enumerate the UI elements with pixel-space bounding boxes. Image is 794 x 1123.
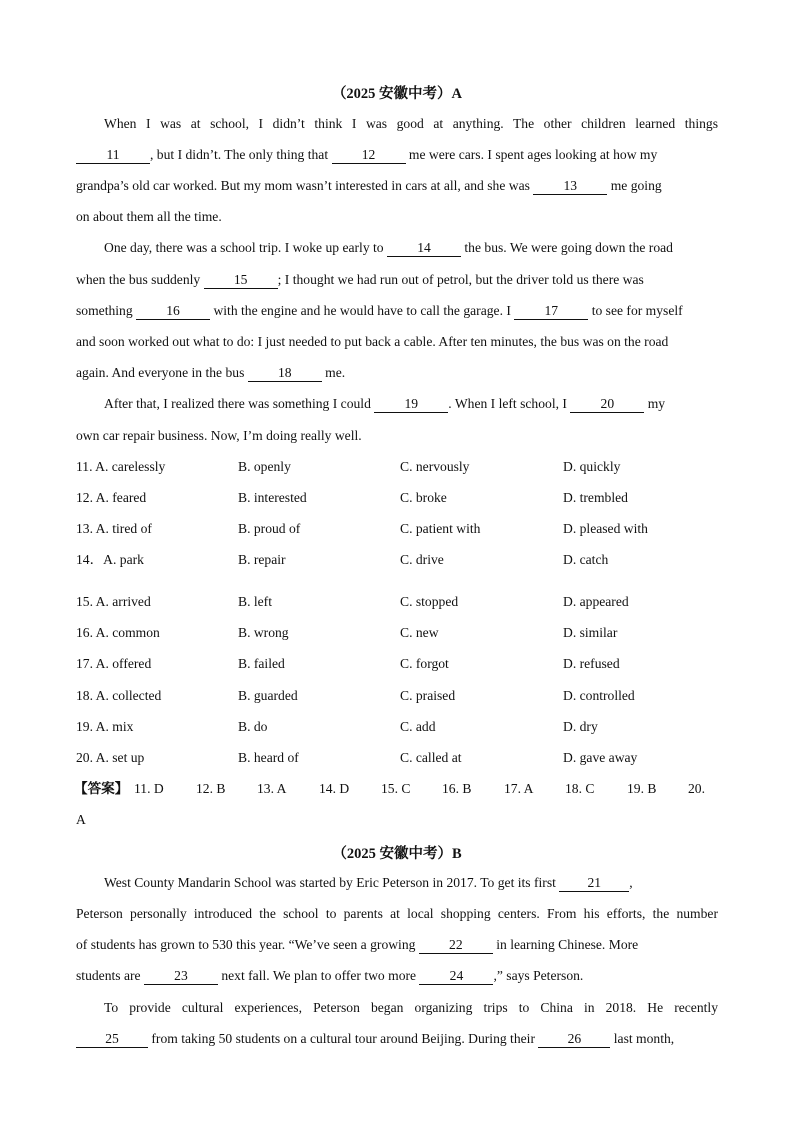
passage-line — [76, 998, 718, 1018]
passage-text: again. And everyone in the bus — [76, 365, 248, 380]
option-row — [76, 488, 718, 508]
answer-wrap — [76, 810, 718, 830]
option-row — [76, 654, 718, 674]
option-c: C. praised — [400, 688, 456, 703]
option-c: C. called at — [400, 750, 462, 765]
passage-line — [76, 363, 718, 383]
option-c: C. forgot — [400, 656, 449, 671]
passage-text: to see for myself — [588, 303, 683, 318]
passage-line — [76, 873, 718, 893]
option-d: D. dry — [563, 719, 598, 734]
option-d: D. gave away — [563, 750, 638, 765]
option-d: D. refused — [563, 656, 620, 671]
option-c: C. broke — [400, 490, 447, 505]
answer-item: 14. D — [319, 781, 350, 796]
blank-11: 11 — [76, 147, 150, 164]
passage-line — [76, 176, 718, 196]
passage-text: me were cars. I spent ages looking at how my — [405, 147, 658, 162]
blank-13: 13 — [533, 178, 607, 195]
option-c: C. new — [400, 625, 439, 640]
blank-23: 23 — [144, 968, 218, 985]
passage-text: the bus. We were going down the road — [461, 240, 673, 255]
passage-text: . When I left school, I — [448, 396, 571, 411]
option-d: D. catch — [563, 552, 609, 567]
passage-text: and soon worked out what to do: I just needed to put back a cable. After ten minutes, the bus was on the road — [76, 334, 669, 349]
option-b: B. interested — [238, 490, 307, 505]
passage-text: students are — [76, 968, 144, 983]
option-d: D. quickly — [563, 459, 621, 474]
option-d: D. pleased with — [563, 521, 648, 536]
section-a-title: （2025 安徽中考）A — [331, 86, 463, 102]
passage-line — [76, 238, 718, 258]
option-d: D. appeared — [563, 594, 629, 609]
option-a: 18. A. collected — [76, 688, 162, 703]
passage-text: something — [76, 303, 137, 318]
passage-text: grandpa’s old car worked. But my mom wasn’t interested in cars at all, and she was — [76, 178, 534, 193]
passage-line — [76, 332, 718, 352]
answer-item: 19. B — [627, 781, 657, 796]
blank-20: 20 — [570, 396, 644, 413]
passage-text: from taking 50 students on a cultural tour around Beijing. During their — [148, 1031, 539, 1046]
option-row — [76, 686, 718, 706]
blank-14: 14 — [387, 240, 461, 257]
passage-text: of students has grown to 530 this year. “We’ve seen a growing — [76, 937, 419, 952]
passage-line — [76, 301, 718, 321]
passage-text: , — [629, 875, 633, 890]
passage-line — [76, 966, 718, 986]
option-c: C. nervously — [400, 459, 470, 474]
option-c: C. drive — [400, 552, 444, 567]
answer-item: 13. A — [257, 781, 287, 796]
blank-17: 17 — [514, 303, 588, 320]
option-d: D. similar — [563, 625, 618, 640]
passage-text: own car repair business. Now, I’m doing really well. — [76, 428, 362, 443]
passage-text: my — [644, 396, 666, 411]
passage-text: last month, — [610, 1031, 675, 1046]
option-row — [76, 748, 718, 768]
passage-text: One day, there was a school trip. I woke up early to — [104, 240, 387, 255]
passage-text: in learning Chinese. More — [492, 937, 639, 952]
option-a: 16. A. common — [76, 625, 160, 640]
blank-21: 21 — [559, 875, 629, 892]
option-a: 13. A. tired of — [76, 521, 152, 536]
passage-text: Peterson personally introduced the school to parents at local shopping centers. From his efforts, the number — [76, 906, 718, 921]
passage-line — [76, 426, 718, 446]
option-a: 15. A. arrived — [76, 594, 151, 609]
option-a: 12. A. feared — [76, 490, 147, 505]
blank-15: 15 — [204, 272, 278, 289]
blank-22: 22 — [419, 937, 493, 954]
option-b: B. failed — [238, 656, 285, 671]
option-c: C. add — [400, 719, 436, 734]
option-c: C. patient with — [400, 521, 481, 536]
option-b: B. left — [238, 594, 272, 609]
option-b: B. guarded — [238, 688, 298, 703]
blank-18: 18 — [248, 365, 322, 382]
option-b: B. openly — [238, 459, 291, 474]
option-b: B. do — [238, 719, 268, 734]
option-row — [76, 592, 718, 612]
answer-item: 15. C — [381, 781, 411, 796]
answer-item: 20. — [688, 781, 705, 796]
answer-label: 【答案】 — [74, 781, 129, 796]
blank-24: 24 — [419, 968, 493, 985]
blank-26: 26 — [538, 1031, 610, 1048]
passage-line — [76, 1029, 718, 1049]
passage-text: ; I thought we had run out of petrol, but the driver told us there was — [277, 272, 644, 287]
passage-text: with the engine and he would have to call the garage. I — [210, 303, 515, 318]
passage-text: on about them all the time. — [76, 209, 222, 224]
option-a: 14．A. park — [76, 552, 144, 567]
option-row — [76, 550, 718, 570]
option-a: 19. A. mix — [76, 719, 134, 734]
answer-item: A — [76, 812, 86, 827]
option-a: 20. A. set up — [76, 750, 145, 765]
option-row — [76, 717, 718, 737]
option-b: B. heard of — [238, 750, 299, 765]
option-b: B. repair — [238, 552, 286, 567]
passage-line — [76, 935, 718, 955]
passage-line — [76, 394, 718, 414]
blank-16: 16 — [136, 303, 210, 320]
answer-item: 11. D — [134, 781, 164, 796]
option-b: B. wrong — [238, 625, 289, 640]
passage-text: me going — [607, 178, 662, 193]
passage-text: ,” says Peterson. — [493, 968, 584, 983]
option-a: 17. A. offered — [76, 656, 152, 671]
option-d: D. trembled — [563, 490, 628, 505]
passage-text: After that, I realized there was something I could — [104, 396, 375, 411]
passage-text: , but I didn’t. The only thing that — [150, 147, 332, 162]
section-b-title: （2025 安徽中考）B — [332, 846, 462, 862]
option-c: C. stopped — [400, 594, 459, 609]
option-b: B. proud of — [238, 521, 301, 536]
answer-item: 12. B — [196, 781, 226, 796]
option-d: D. controlled — [563, 688, 635, 703]
passage-text: next fall. We plan to offer two more — [217, 968, 420, 983]
passage-text: When I was at school, I didn’t think I was good at anything. The other children learned things — [104, 116, 718, 131]
passage-line — [76, 145, 718, 165]
answer-item: 18. C — [565, 781, 595, 796]
blank-19: 19 — [374, 396, 448, 413]
answer-item: 16. B — [442, 781, 472, 796]
passage-text: me. — [321, 365, 346, 380]
option-row — [76, 623, 718, 643]
passage-line — [76, 270, 718, 290]
passage-text: when the bus suddenly — [76, 272, 204, 287]
passage-line — [76, 207, 718, 227]
passage-line — [76, 904, 718, 924]
option-row — [76, 519, 718, 539]
answer-item: 17. A — [504, 781, 534, 796]
passage-text: West County Mandarin School was started by Eric Peterson in 2017. To get its first — [104, 875, 560, 890]
passage-text: To provide cultural experiences, Peterson began organizing trips to China in 2018. He recently — [104, 1000, 718, 1015]
passage-line — [76, 114, 718, 134]
blank-12: 12 — [332, 147, 406, 164]
option-a: 11. A. carelessly — [76, 459, 166, 474]
answer-key — [76, 779, 718, 799]
blank-25: 25 — [76, 1031, 148, 1048]
option-row — [76, 457, 718, 477]
